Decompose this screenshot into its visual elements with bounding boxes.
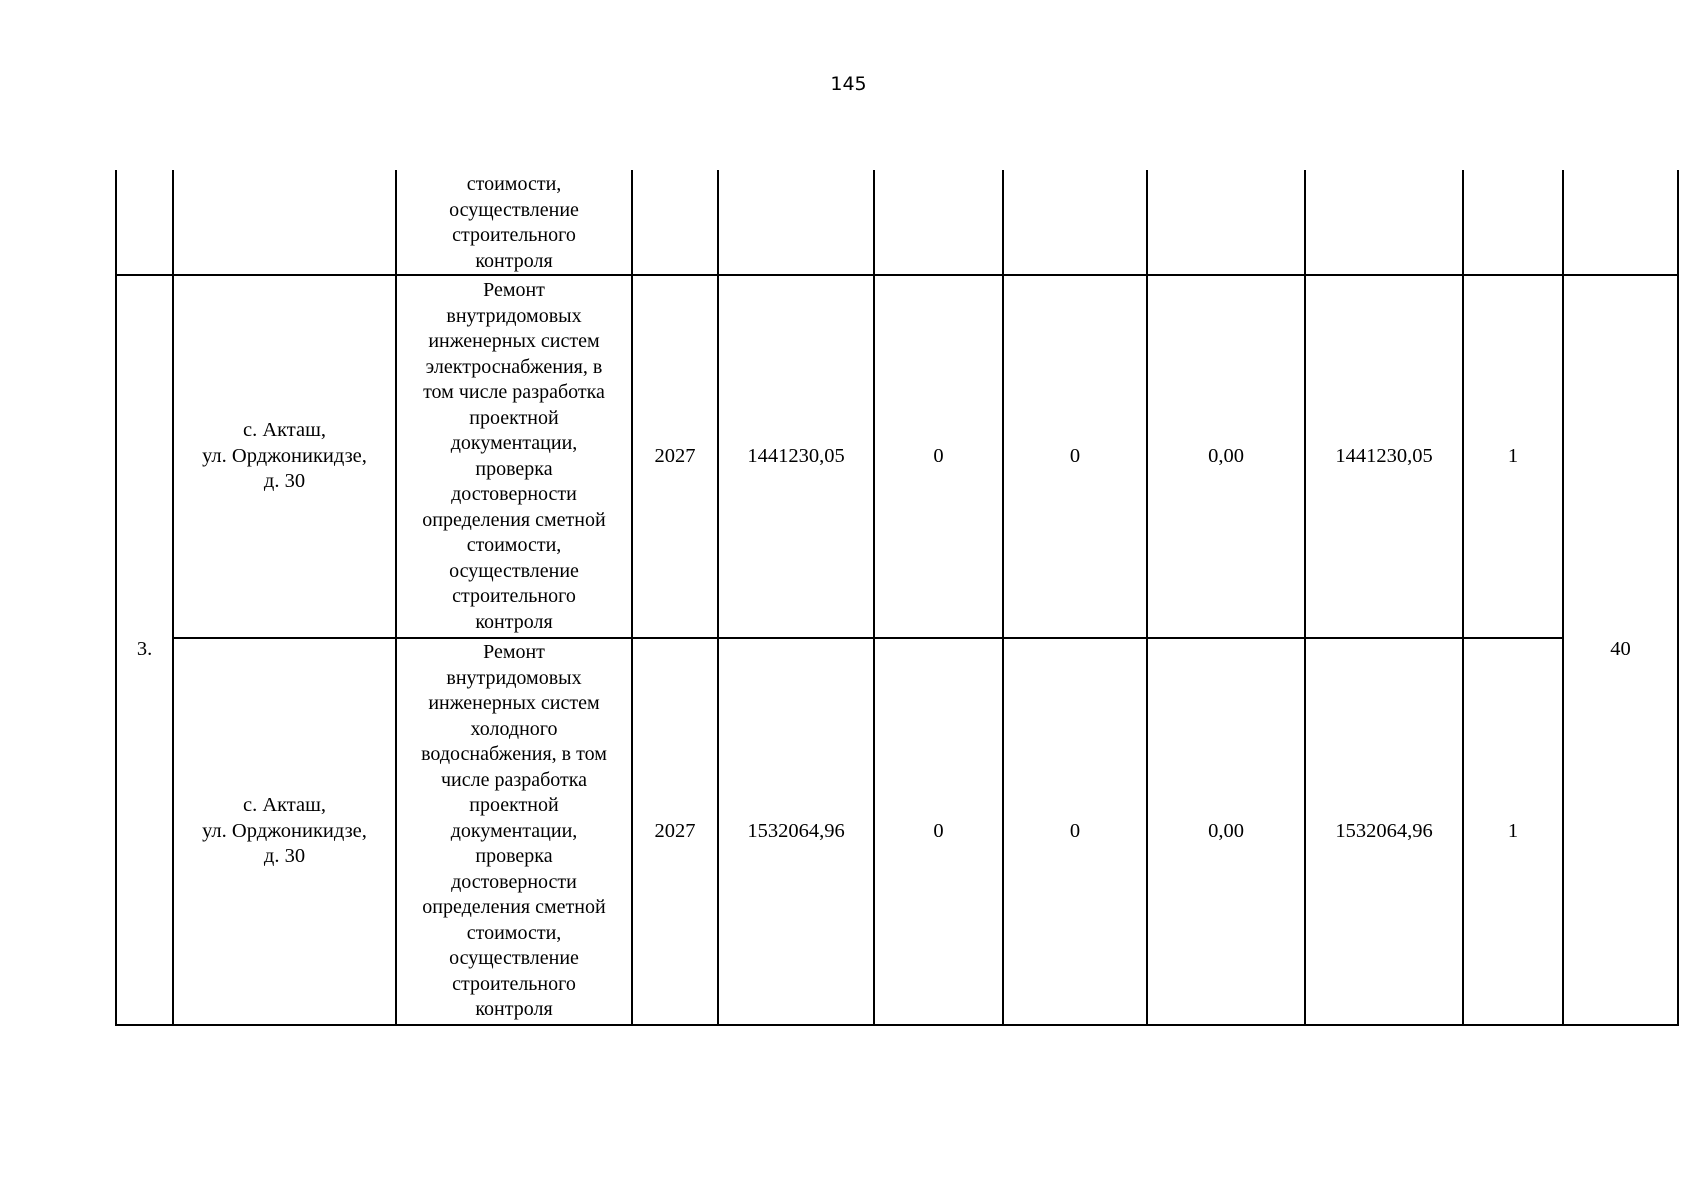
year-cell: 2027 [632, 275, 718, 638]
table-cell [874, 170, 1003, 275]
table-cell [1463, 170, 1563, 275]
fund-cell-3: 0,00 [1147, 275, 1305, 638]
address-cell: с. Акташ, ул. Орджоникидзе, д. 30 [173, 275, 396, 638]
page-number: 145 [830, 73, 867, 95]
fund-cell-1: 0 [874, 638, 1003, 1025]
group-last-value-cell: 40 [1563, 275, 1678, 1025]
work-description-cell: Ремонт внутридомовых инженерных систем электроснабжения, в том числе разработка проектной документации, проверка достоверности определения сметной стоимости, осуществление строительного контроля [396, 275, 632, 638]
fund-cell-2: 0 [1003, 275, 1147, 638]
table-row-continuation [116, 170, 1678, 275]
group-index-cell: 3. [116, 275, 173, 1025]
fund-cell-4: 1441230,05 [1305, 275, 1463, 638]
table-cell [1305, 170, 1463, 275]
fund-cell-2: 0 [1003, 638, 1147, 1025]
total-cost-cell: 1441230,05 [718, 275, 874, 638]
fund-cell-3: 0,00 [1147, 638, 1305, 1025]
table-cell [1563, 170, 1678, 275]
year-cell: 2027 [632, 638, 718, 1025]
table-cell [718, 170, 874, 275]
table-cell [1147, 170, 1305, 275]
count-cell: 1 [1463, 638, 1563, 1025]
table-cell [116, 170, 173, 275]
work-description-cell: Ремонт внутридомовых инженерных систем холодного водоснабжения, в том числе разработка проектной документации, проверка достоверности определения сметной стоимости, осуществление строительного контроля [396, 638, 632, 1025]
works-table [115, 170, 1679, 1026]
table-cell [173, 170, 396, 275]
table-row [116, 638, 1678, 1025]
table-row [116, 275, 1678, 638]
table-cell [1003, 170, 1147, 275]
total-cost-cell: 1532064,96 [718, 638, 874, 1025]
fund-cell-1: 0 [874, 275, 1003, 638]
fund-cell-4: 1532064,96 [1305, 638, 1463, 1025]
count-cell: 1 [1463, 275, 1563, 638]
table-cell [632, 170, 718, 275]
address-cell: с. Акташ, ул. Орджоникидзе, д. 30 [173, 638, 396, 1025]
work-description-cell: стоимости, осуществление строительного контроля [396, 170, 632, 275]
